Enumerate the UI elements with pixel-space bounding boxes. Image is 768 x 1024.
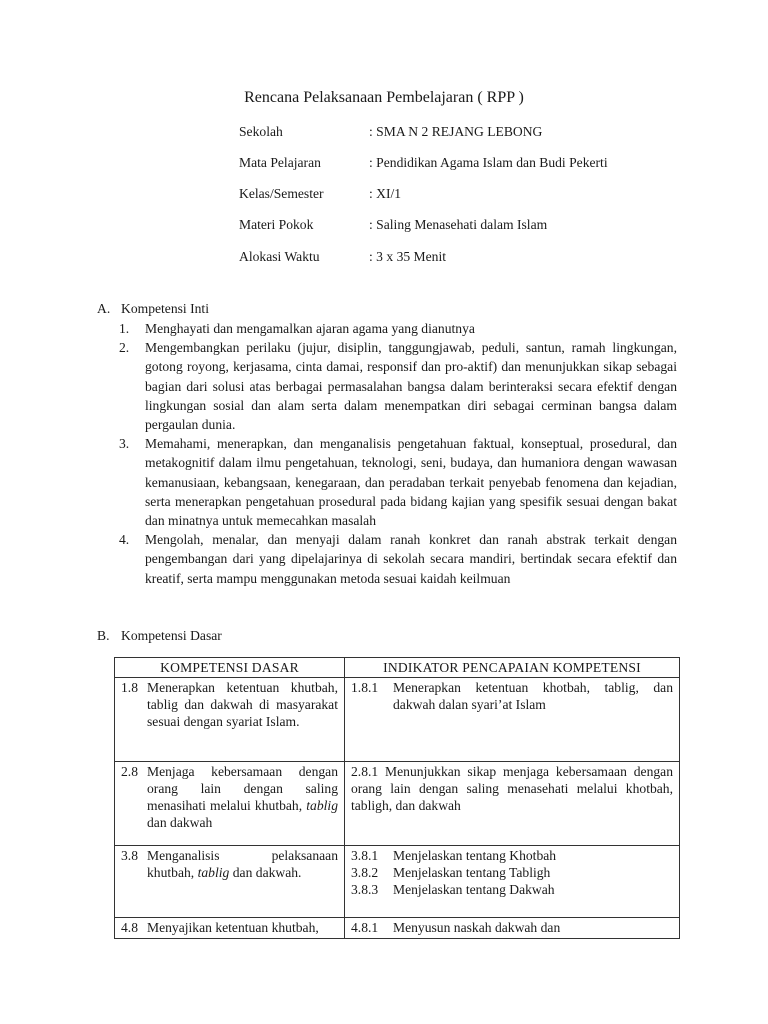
meta-value: : Saling Menasehati dalam Islam bbox=[369, 217, 548, 232]
list-item-text: Menghayati dan mengamalkan ajaran agama yang dianutnya bbox=[145, 321, 475, 336]
table-header-row bbox=[115, 658, 680, 678]
table-row bbox=[115, 762, 680, 846]
kd-text-italic: tablig bbox=[306, 798, 338, 813]
kd-text: Menerapkan ketentuan khutbah, tablig dan dakwah di masyarakat sesuai dengan syariat Islam. bbox=[147, 680, 338, 729]
kd-text: Menjaga kebersamaan dengan orang lain dengan saling menasihati melalui khutbah, bbox=[147, 764, 338, 813]
meta-row-kelas-semester bbox=[239, 184, 699, 204]
list-item-number: 2. bbox=[119, 340, 130, 356]
table-row bbox=[115, 846, 680, 918]
indicator-cell bbox=[345, 846, 680, 918]
indicator-number: 3.8.1 bbox=[351, 848, 379, 863]
list-item bbox=[97, 434, 677, 530]
kompetensi-inti-list bbox=[97, 319, 677, 588]
indicator-text: Menjelaskan tentang Tabligh bbox=[393, 865, 551, 880]
list-item bbox=[97, 319, 677, 338]
list-item-number: 4. bbox=[119, 532, 130, 548]
indicator-cell bbox=[345, 918, 680, 939]
indicator-text: Menjelaskan tentang Khotbah bbox=[393, 848, 557, 863]
kd-number: 4.8 bbox=[121, 920, 138, 935]
meta-value: : 3 x 35 Menit bbox=[369, 249, 447, 264]
list-item-number: 3. bbox=[119, 436, 130, 452]
list-item bbox=[97, 530, 677, 588]
indicator-number: 1.8.1 bbox=[351, 680, 379, 695]
indicator-number: 4.8.1 bbox=[351, 920, 379, 935]
meta-label: Kelas/Semester bbox=[239, 186, 324, 201]
list-item-text: Memahami, menerapkan, dan menganalisis pengetahuan faktual, konseptual, prosedural, dan metakognitif dalam ilmu pengetahuan, teknologi, seni, budaya, dan humaniora dengan wawasan kemanusiaan, kebangsaan, kenegaraan, dan peradaban terkait penyebab fenomena dan kejadian, serta menerapkan pengetahuan prosedural pada bidang kajian yang spesifik sesuai dengan bakat dan minatnya untuk memecahkan masalah bbox=[145, 436, 677, 529]
kd-text: dan dakwah bbox=[147, 815, 213, 830]
kd-number: 3.8 bbox=[121, 848, 138, 863]
meta-label: Sekolah bbox=[239, 124, 283, 139]
kd-number: 1.8 bbox=[121, 680, 138, 695]
indicator-number: 3.8.2 bbox=[351, 865, 379, 880]
list-item bbox=[97, 338, 677, 434]
meta-row-sekolah bbox=[239, 122, 699, 142]
indicator-number: 3.8.3 bbox=[351, 882, 379, 897]
table-row bbox=[115, 678, 680, 762]
kd-number: 2.8 bbox=[121, 764, 138, 779]
indicator-text: 2.8.1 Menunjukkan sikap menjaga kebersamaan dengan orang lain dengan saling menasehati melalui khotbah, tabligh, dan dakwah bbox=[351, 764, 673, 813]
list-item-text: Mengembangkan perilaku (jujur, disiplin, tanggungjawab, peduli, santun, ramah lingkungan, gotong royong, kerjasama, cinta damai, responsif dan pro-aktif) dan menunjukkan sikap sebagai bagian dari solusi atas berbagai permasalahan bangsa dalam berinteraksi secara efektif dengan lingkungan sosial dan alam serta dalam menempatkan diri sebagai cerminan bangsa dalam pergaulan dunia. bbox=[145, 340, 677, 433]
section-letter: B. bbox=[97, 628, 110, 643]
kompetensi-dasar-table bbox=[114, 657, 680, 939]
table-header-kompetensi-dasar: KOMPETENSI DASAR bbox=[115, 658, 345, 678]
indicator-text: Menjelaskan tentang Dakwah bbox=[393, 882, 555, 897]
list-item-text: Mengolah, menalar, dan menyaji dalam ranah konkret dan ranah abstrak terkait dengan pengembangan dari yang dipelajarinya di sekolah secara mandiri, bertindak secara efektif dan kreatif, serta mampu menggunakan metoda sesuai kaidah keilmuan bbox=[145, 532, 677, 586]
table-row bbox=[115, 918, 680, 939]
kd-text: Menganalisis pelaksanaan khutbah, bbox=[147, 848, 338, 880]
table-header-indikator: INDIKATOR PENCAPAIAN KOMPETENSI bbox=[345, 658, 680, 678]
kd-text: dan dakwah. bbox=[232, 865, 302, 880]
list-item-number: 1. bbox=[119, 321, 130, 336]
meta-value: : SMA N 2 REJANG LEBONG bbox=[369, 124, 543, 139]
kd-cell bbox=[115, 918, 345, 939]
meta-label: Mata Pelajaran bbox=[239, 155, 321, 170]
section-title: Kompetensi Inti bbox=[121, 301, 209, 316]
meta-row-alokasi-waktu bbox=[239, 247, 699, 267]
indicator-cell bbox=[345, 762, 680, 846]
meta-value: : Pendidikan Agama Islam dan Budi Pekerti bbox=[369, 155, 608, 170]
kd-text: Menyajikan ketentuan khutbah, bbox=[147, 920, 319, 935]
kd-cell bbox=[115, 678, 345, 762]
section-letter: A. bbox=[97, 301, 111, 316]
indicator-text: Menyusun naskah dakwah dan bbox=[393, 920, 561, 935]
meta-label: Materi Pokok bbox=[239, 217, 314, 232]
kd-cell bbox=[115, 762, 345, 846]
indicator-text: Menerapkan ketentuan khotbah, tablig, dan dakwah dalan syari’at Islam bbox=[393, 680, 673, 712]
meta-label: Alokasi Waktu bbox=[239, 249, 320, 264]
indicator-cell bbox=[345, 678, 680, 762]
kd-text-italic: tablig bbox=[197, 865, 230, 880]
section-title: Kompetensi Dasar bbox=[121, 628, 222, 643]
meta-value: : XI/1 bbox=[369, 186, 402, 201]
document-title: Rencana Pelaksanaan Pembelajaran ( RPP ) bbox=[244, 89, 524, 106]
kd-cell bbox=[115, 846, 345, 918]
meta-row-materi-pokok bbox=[239, 215, 699, 235]
meta-row-mata-pelajaran bbox=[239, 153, 699, 173]
